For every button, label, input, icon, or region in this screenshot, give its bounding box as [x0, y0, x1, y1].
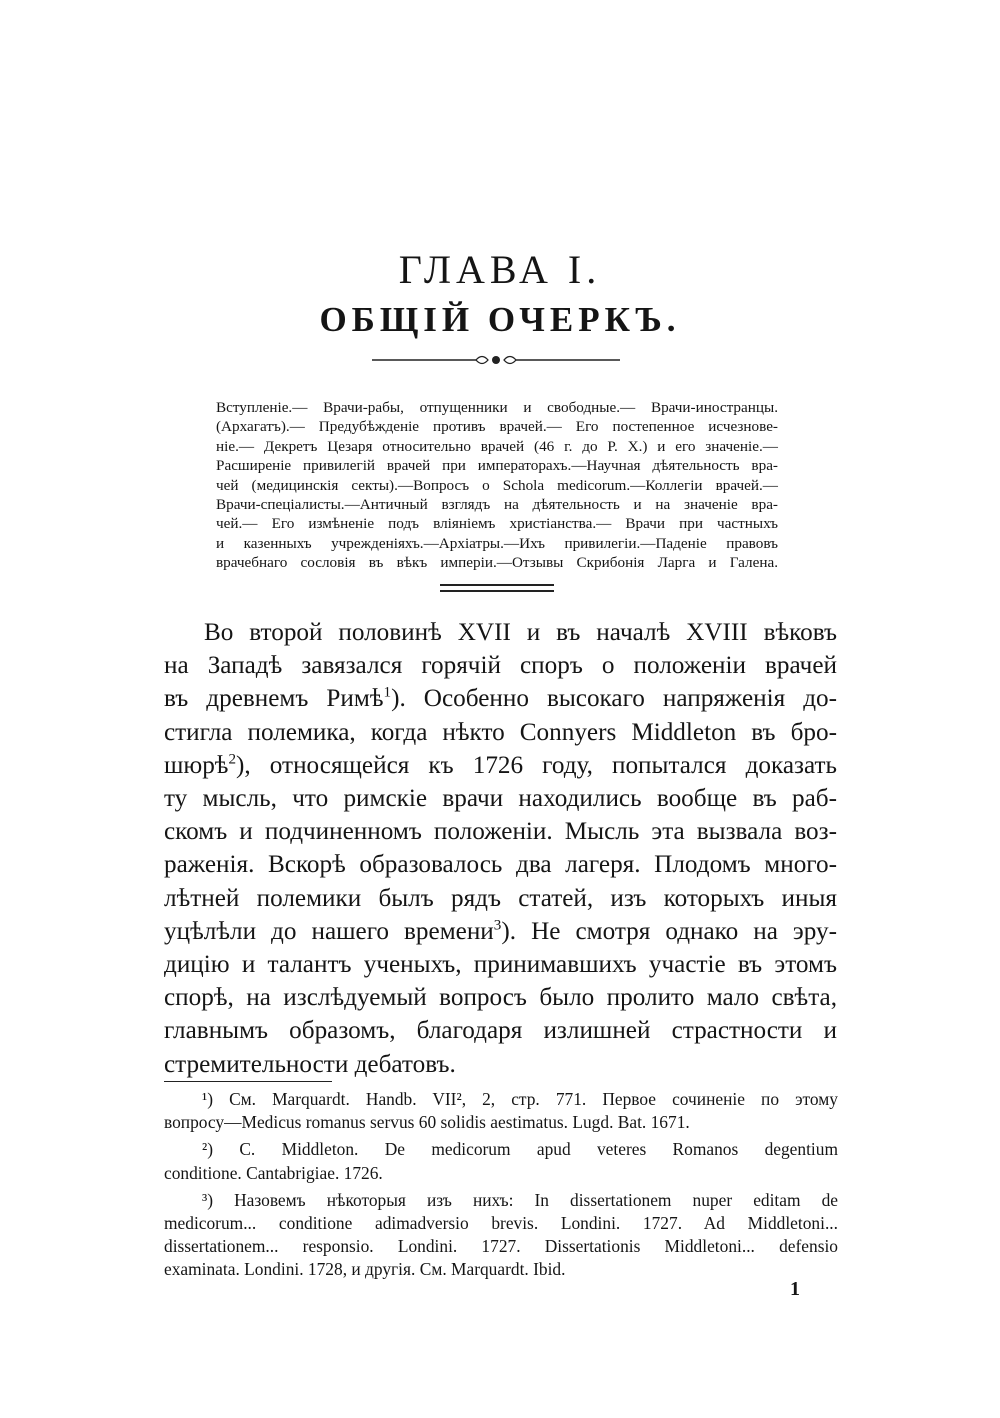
summary-line: Расширеніе привилегій врачей при императорахъ.—Научная дѣятельность вра- [216, 457, 778, 475]
footnote-2-line: ²) C. Middleton. De medicorum apud veteres Romanos degentium [202, 1139, 838, 1160]
body-line: раженія. Вскорѣ образовалось два лагеря. Плодомъ много- [164, 851, 837, 879]
body-line: на Западѣ завязался горячій споръ о положеніи врачей [164, 652, 837, 680]
footnote-3-line: medicorum... conditione adimadversio brevis. Londini. 1727. Ad Middletoni... [164, 1213, 838, 1234]
body-line: ту мысль, что римскіе врачи находились вообще въ раб- [164, 785, 837, 813]
body-line: спорѣ, на изслѣдуемый вопросъ было пролито мало свѣта, [164, 984, 837, 1012]
body-line-text: ), относящейся къ 1726 году, попытался доказать [236, 751, 837, 779]
chapter-title: ОБЩІЙ ОЧЕРКЪ. [319, 300, 681, 339]
page-number: 1 [790, 1278, 800, 1300]
summary-line: Врачи-спеціалисты.—Античный взглядъ на дѣятельность и на значеніе вра- [216, 496, 778, 514]
footnote-ref: 1 [383, 685, 392, 702]
double-rule-divider [440, 584, 554, 592]
body-line: лѣтней полемики былъ рядъ статей, изъ которыхъ иныя [164, 884, 837, 912]
body-line: Во второй половинѣ XVII и въ началѣ XVIII вѣковъ [204, 619, 837, 646]
summary-line: и казенныхъ учрежденіяхъ.—Архіатры.—Ихъ привилегіи.—Паденіе правовъ [216, 534, 778, 552]
footnote-1-line: ¹) См. Marquardt. Handb. VII², 2, стр. 771. Первое сочиненіе по этому [202, 1089, 838, 1109]
body-line: стремительности дебатовъ. [164, 1050, 456, 1078]
body-line [164, 749, 837, 782]
body-paragraph [164, 616, 837, 1081]
footnote-separator [164, 1081, 332, 1082]
body-line: главнымъ образомъ, благодаря излишней страстности и [164, 1017, 837, 1045]
body-line-text: шюрѣ [164, 751, 229, 779]
footnote-3-line: examinata. Londini. 1728, и другія. См. Marquardt. Ibid. [164, 1259, 566, 1280]
footnote-2-line: conditione. Cantabrigiae. 1726. [164, 1162, 383, 1183]
chapter-number: ГЛАВА I. [398, 247, 602, 292]
summary-line: чей (медицинскія секты).—Вопросъ о Schola medicorum.—Коллегіи врачей.— [216, 476, 778, 494]
summary-line: ніе.— Декретъ Цезаря относительно врачей (46 г. до Р. Х.) и его значеніе.— [216, 437, 778, 455]
summary-line: врачебнаго сословія въ вѣкъ имперіи.—Отзывы Скрибонія Ларга и Галена. [216, 554, 778, 572]
body-line [164, 682, 837, 715]
ornament-divider [372, 350, 620, 370]
summary-line: (Архагатъ).— Предубѣжденіе противъ врачей.— Его постепенное исчезнове- [216, 418, 778, 436]
chapter-summary [216, 398, 778, 573]
body-line [164, 915, 837, 948]
body-line: дицію и талантъ ученыхъ, принимавшихъ участіе въ этомъ [164, 951, 837, 979]
footnotes [164, 1088, 838, 1282]
summary-line: чей.— Его измѣненіе подъ вліяніемъ христіанства.— Врачи при частныхъ [216, 515, 778, 533]
body-line: скомъ и подчиненномъ положеніи. Мысль эта вызвала воз- [164, 818, 837, 846]
body-line: стигла полемика, когда нѣкто Connyers Middleton въ бро- [164, 718, 837, 746]
footnote-ref: 3 [493, 917, 502, 934]
footnote-3-line: ³) Назовемъ нѣкоторыя изъ нихъ: In dissertationem nuper editam de [202, 1189, 838, 1210]
body-line-text: ). Не смотря однако на эру- [501, 917, 837, 945]
body-line-text: въ древнемъ Римѣ [164, 685, 384, 713]
footnote-1-line: вопросу—Medicus romanus servus 60 solidis aestimatus. Lugd. Bat. 1671. [164, 1112, 690, 1133]
summary-line: Вступленіе.— Врачи-рабы, отпущенники и свободные.— Врачи-иностранцы. [216, 399, 778, 416]
footnote-3-line: dissertationem... responsio. Londini. 1727. Dissertationis Middletoni... defensio [164, 1236, 838, 1257]
body-line-text: уцѣлѣли до нашего времени [164, 917, 494, 945]
body-line-text: ). Особенно высокаго напряженія до- [391, 685, 837, 713]
footnote-ref: 2 [228, 751, 237, 768]
